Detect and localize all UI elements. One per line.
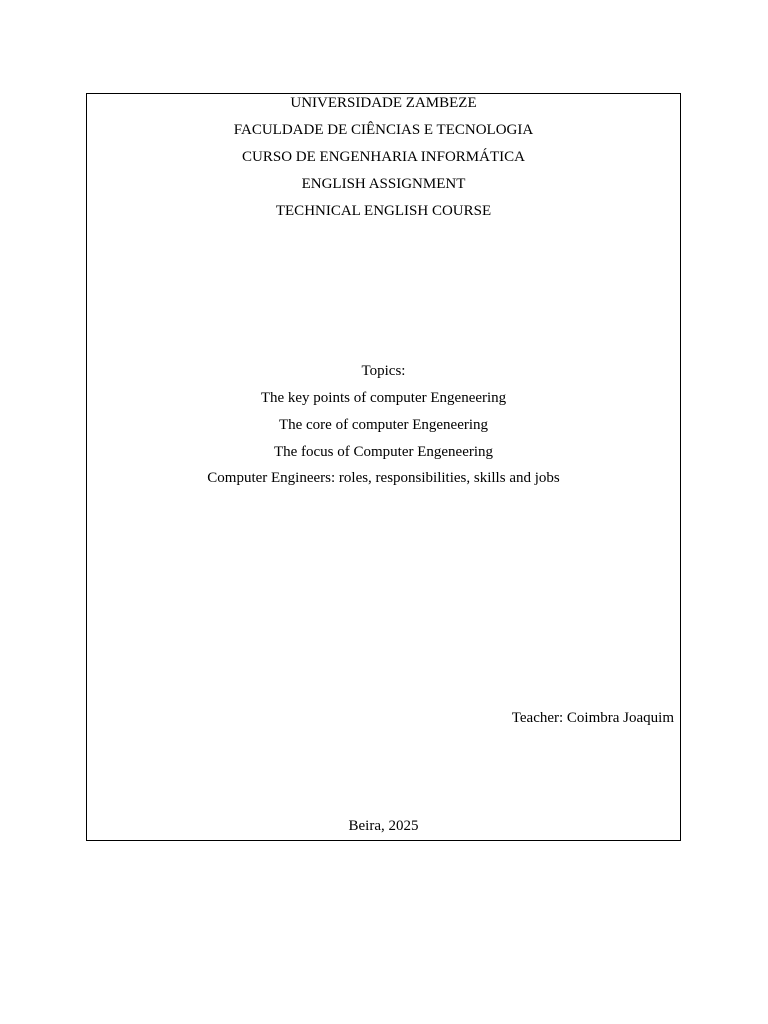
course-name: CURSO DE ENGENHARIA INFORMÁTICA bbox=[242, 149, 525, 165]
subject-title: TECHNICAL ENGLISH COURSE bbox=[275, 203, 492, 219]
topic-item: Computer Engineers: roles, responsibilities, skills and jobs bbox=[207, 470, 560, 486]
topics-heading: Topics: bbox=[361, 363, 406, 379]
teacher-name: Teacher: Coimbra Joaquim bbox=[511, 710, 674, 726]
faculty-name: FACULDADE DE CIÊNCIAS E TECNOLOGIA bbox=[233, 122, 534, 138]
topic-item: The focus of Computer Engeneering bbox=[273, 444, 494, 460]
assignment-title: ENGLISH ASSIGNMENT bbox=[301, 176, 466, 192]
topic-item: The key points of computer Engeneering bbox=[260, 390, 507, 406]
cover-page-border bbox=[86, 93, 681, 841]
place-and-date: Beira, 2025 bbox=[348, 818, 419, 834]
university-name: UNIVERSIDADE ZAMBEZE bbox=[290, 95, 477, 111]
topic-item: The core of computer Engeneering bbox=[278, 417, 489, 433]
